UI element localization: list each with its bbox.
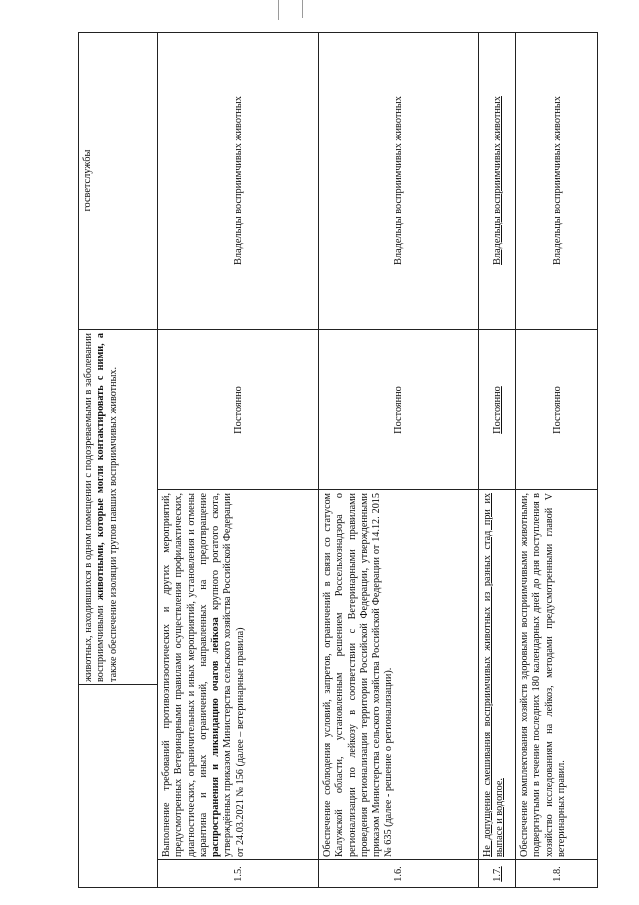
action-tail-text: также обеспечение изоляции трупов павших восприимчивых животных. xyxy=(107,366,119,682)
term-text: Постоянно xyxy=(393,386,404,434)
row-number: 1.6. xyxy=(393,866,404,882)
term-text: Постоянно xyxy=(491,386,503,434)
action-bold-text: распространения и ликвидацию очагов лейкоза xyxy=(210,617,222,857)
responsible-text: Владельцы восприимчивых животных xyxy=(491,96,503,265)
action-cell xyxy=(79,329,157,684)
action-cell xyxy=(479,489,515,859)
responsible-text: Владельцы восприимчивых животных xyxy=(393,96,404,265)
row-number: 1.7. xyxy=(491,866,503,882)
action-cell xyxy=(516,489,597,859)
table-row xyxy=(78,32,157,887)
term-text: госветслужбы xyxy=(82,149,93,212)
action-cell xyxy=(158,489,318,859)
term-text: Постоянно xyxy=(232,386,244,434)
action-text: Не допущение смешивания восприимчивых животных из разных стад при их выпасе и водопое. xyxy=(482,493,506,857)
term-cell xyxy=(319,329,478,489)
action-bold-text: животными, которые могли контактировать с ними, а xyxy=(95,333,107,601)
table-row xyxy=(515,32,598,887)
num-cell xyxy=(516,859,597,887)
responsible-cell xyxy=(158,32,318,329)
action-text: Выполнение требований противоэпизоотических и других мероприятий, предусмотренных Ветеринарными правилами осуществления профилактических, диагностических, ограничительных и иных мероприятий, установления и отмены карантина и иных ограничений, направленных на предотвращение xyxy=(161,493,209,857)
action-text: Обеспечение комплектования хозяйств здоровыми восприимчивыми животными, подвергнутыми в течение последних 180 календарных дней до дня поступления в хозяйство исследованиям на лейкоз, методами предусмотренными главой V ветеринарных правил. xyxy=(519,493,567,857)
term-cell xyxy=(79,32,157,329)
term-cell xyxy=(158,329,318,489)
responsible-cell xyxy=(319,32,478,329)
responsible-cell xyxy=(516,32,597,329)
row-number: 1.5. xyxy=(232,866,244,882)
num-cell xyxy=(319,859,478,887)
term-cell xyxy=(479,329,515,489)
action-tail-text: крупного рогатого скота, утверждённых приказом Министерства сельского хозяйства Российской Федерации от 24.03.2021 № 156 (далее – ветеринарные правила) xyxy=(210,493,246,857)
num-cell xyxy=(479,859,515,887)
action-text: Обеспечение соблюдения условий, запретов, ограничений в связи со статусом Калужской области, установленным решением Россельхознадзора о регионализации по лейкозу в соответствии с Ветеринарными правилами проведения регионализации территории Российской Федерации, утвержденными приказом Министерства сельского хозяйства Российской Федерации от 14.12. 2015 № 635 (далее - решение о регионализации). xyxy=(322,493,395,857)
responsible-text: Владельцы восприимчивых животных xyxy=(232,96,244,265)
responsible-text: Владельцы восприимчивых животных xyxy=(551,96,563,265)
term-text: Постоянно xyxy=(551,386,563,434)
num-cell xyxy=(79,684,157,887)
table-row xyxy=(157,32,318,887)
table-row xyxy=(478,32,515,887)
table-row xyxy=(318,32,478,887)
responsible-cell xyxy=(479,32,515,329)
action-cell xyxy=(319,489,478,859)
row-number: 1.8. xyxy=(551,866,563,882)
action-text: животных, находившихся в одном помещении с подозреваемыми в заболевании восприимчивыми xyxy=(83,333,107,682)
num-cell xyxy=(158,859,318,887)
term-cell xyxy=(516,329,597,489)
